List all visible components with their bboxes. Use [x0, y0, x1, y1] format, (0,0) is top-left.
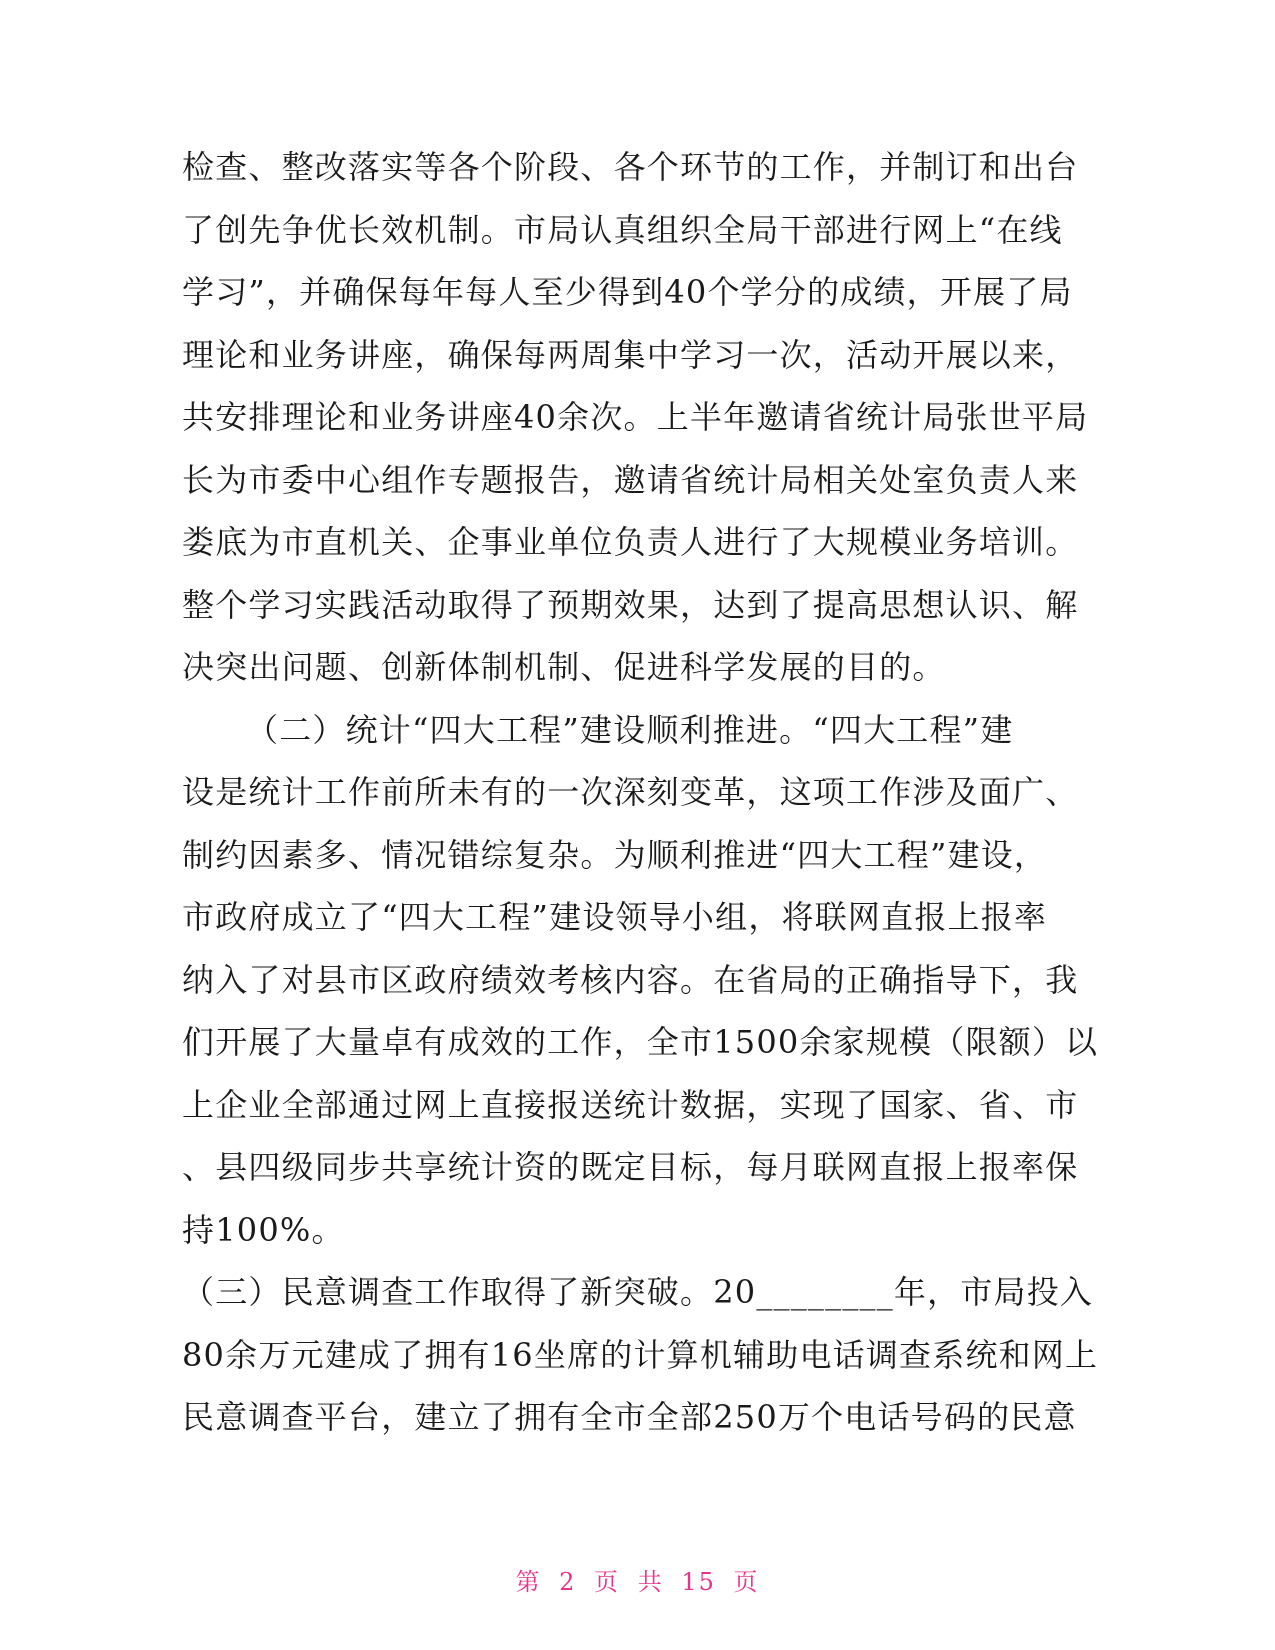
text-line: 持100%。 — [182, 1210, 345, 1249]
footer-total-pages: 15 — [681, 1568, 716, 1596]
text-line: 纳入了对县市区政府绩效考核内容。在省局的正确指导下，我 — [182, 960, 1079, 999]
text-line: 上企业全部通过网上直接报送统计数据，实现了国家、省、市 — [182, 1085, 1079, 1124]
footer-current-page: 2 — [559, 1568, 577, 1596]
text-line: 们开展了大量卓有成效的工作，全市1500余家规模（限额）以 — [182, 1023, 1099, 1061]
text-line: 整个学习实践活动取得了预期效果，达到了提高思想认识、解 — [182, 585, 1079, 624]
footer-page-unit: 页 — [594, 1568, 621, 1596]
page-footer — [0, 1562, 1275, 1597]
text-line: 、县四级同步共享统计资的既定目标，每月联网直报上报率保 — [182, 1148, 1079, 1186]
text-line: 检查、整改落实等各个阶段、各个环节的工作，并制订和出台 — [182, 148, 1079, 186]
text-line: 了创先争优长效机制。市局认真组织全局干部进行网上“在线 — [182, 210, 1063, 249]
text-line: 长为市委中心组作专题报告，邀请省统计局相关处室负责人来 — [182, 460, 1079, 499]
section-heading-line: （三）民意调查工作取得了新突破。20________年，市局投入 — [182, 1273, 1094, 1311]
text-line: 娄底为市直机关、企事业单位负责人进行了大规模业务培训。 — [182, 523, 1079, 561]
text-line: 制约因素多、情况错综复杂。为顺利推进“四大工程”建设， — [182, 835, 1048, 874]
footer-prefix: 第 — [515, 1568, 542, 1596]
text-line: 民意调查平台，建立了拥有全市全部250万个电话号码的民意 — [182, 1398, 1077, 1436]
text-line: 理论和业务讲座，确保每两周集中学习一次，活动开展以来， — [182, 335, 1079, 374]
text-line: 市政府成立了“四大工程”建设领导小组，将联网直报上报率 — [182, 898, 1048, 936]
text-line: 学习”，并确保每年每人至少得到40个学分的成绩，开展了局 — [182, 273, 1073, 311]
text-line: 设是统计工作前所未有的一次深刻变革，这项工作涉及面广、 — [182, 773, 1079, 811]
body-text — [182, 136, 1099, 1449]
text-line: 共安排理论和业务讲座40余次。上半年邀请省统计局张世平局 — [182, 398, 1089, 436]
footer-total-prefix: 共 — [637, 1568, 664, 1596]
text-line: 80余万元建成了拥有16坐席的计算机辅助电话调查系统和网上 — [182, 1335, 1099, 1374]
text-line: 决突出问题、创新体制机制、促进科学发展的目的。 — [182, 648, 946, 686]
footer-total-unit: 页 — [733, 1568, 760, 1596]
section-heading-line: （二）统计“四大工程”建设顺利推进。“四大工程”建 — [246, 710, 1014, 749]
